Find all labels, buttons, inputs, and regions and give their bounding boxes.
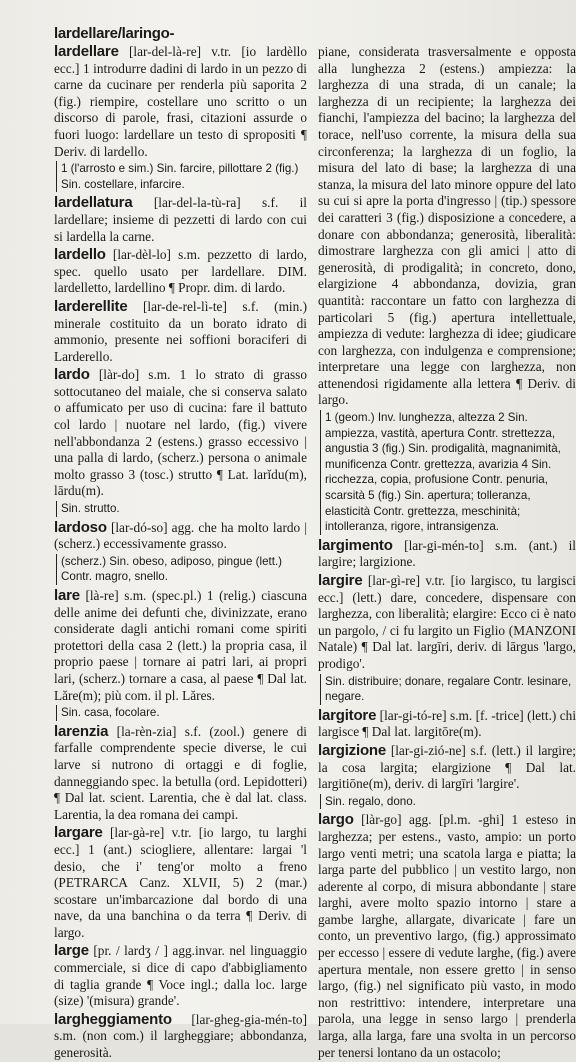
entry-definition: [lar-gheg-gia-mén-to] s.m. (non com.) il largheggiare; abbondanza, generosità.	[54, 1011, 307, 1061]
entry-text	[54, 1012, 307, 1062]
running-head: lardellare/laringo-	[54, 25, 175, 42]
entry-definition: [lar-de-rel-lì-te] s.f. (min.) minerale costituito da un borato idrato di ammonio, presente nei soffioni boraciferi di Larderello.	[54, 298, 308, 364]
dictionary-entry	[54, 943, 307, 1009]
entry-definition: [làr-do] s.m. 1 lo strato di grasso sottocutaneo del maiale, che si conserva salato o affumicato per uso di cucina: fare il battuto col lardo | nuotare nel lardo, (fig.) vivere nell'abbondanza 2 (estens.) grasso eccessivo | una palla di lardo, (scherz.) persona o animale molto grasso 3 (tosc.) strutto ¶ Lat. larĭdu(m), lārdu(m).	[54, 367, 307, 499]
dictionary-entry	[54, 299, 307, 365]
entry-text	[54, 588, 307, 704]
entry-synonyms: Sin. casa, focolare.	[56, 705, 307, 721]
entry-headword: largimento	[318, 536, 393, 554]
entry-headword: lardellare	[54, 43, 119, 60]
entry-definition: [làr-go] agg. [pl.m. -ghi] 1 esteso in larghezza; per estens., vasto, ampio: un porto largo venti metri; una scatola larga e piatta; la larga parte del pubblico | un vestito largo, non aderente al corpo, di misura abbondante | stare larghi, avere molto spazio intorno | stare a gambe larghe, allargate, divaricate | fare un conto, un preventivo largo, (fig.) approssimato per eccesso | essere di vedute larghe, (fig.) avere apertura mentale, non essere gretto | in senso largo, (fig.) nel significato più vasto, in modo non restrittivo: intendere, interpretare una parola, una legge in senso largo | prenderla larga, alla larga, fare una svolta in un percorso per tenersi lontano da un ostacolo;	[318, 812, 576, 1060]
dictionary-entry	[318, 708, 576, 741]
entry-text	[318, 708, 576, 741]
dictionary-entry	[318, 812, 576, 1061]
entry-headword: large	[54, 942, 89, 960]
dictionary-entry	[54, 825, 307, 941]
dictionary-entry	[54, 367, 307, 516]
entry-headword: lardo	[54, 366, 90, 384]
entry-headword: largire	[318, 572, 363, 589]
entry-definition: [lar-gà-re] v.tr. [io largo, tu larghi ecc.] 1 (ant.) sciogliere, allentare: largai 'l desio, che i' teng'or molto a freno (PETRARCA Canz. XLVII, 5) 2 (mar.) scostare un'imbarcazione dal bordo di una nave, da una banchina o da terra ¶ Deriv. di largo.	[54, 825, 308, 940]
dictionary-entry	[318, 44, 576, 535]
entry-text	[54, 520, 307, 553]
entry-headword: lardello	[54, 246, 106, 264]
entry-definition: [lar-gi-tó-re] s.m. [f. -trice] (lett.) chi largisce ¶ Dal lat. largitōre(m).	[318, 707, 576, 740]
entry-synonyms: Sin. distribuire; donare, regalare Contr. lesinare, negare.	[320, 674, 576, 705]
entry-headword: largo	[318, 811, 354, 829]
entry-definition: [lar-dèl-lo] s.m. pezzetto di lardo, spec. quello usato per lardellare. DIM. lardelletto, lardellino ¶ Propr. dim. di lardo.	[54, 247, 307, 296]
entry-definition: [la-rèn-zia] s.f. (zool.) genere di farfalle comprendente specie diverse, le cui larve si nutrono di ortaggi e di foglie, danneggiando spec. la betulla (ord. Lepidotteri) ¶ Dal lat. scient. Larentia, che è dal lat. class. Larentia, la dea romana dei campi.	[54, 723, 307, 822]
dictionary-entry	[318, 538, 576, 571]
entry-definition: [lar-dó-so] agg. che ha molto lardo | (scherz.) eccessivamente grasso.	[54, 519, 307, 552]
entry-text	[318, 538, 576, 571]
entry-headword: largizione	[318, 741, 387, 759]
entry-headword: larderellite	[54, 297, 128, 315]
dictionary-entry	[54, 247, 307, 297]
entry-text	[318, 812, 576, 1061]
dictionary-entry	[318, 743, 576, 809]
entry-headword: lare	[54, 587, 80, 604]
entry-headword: largheggiamento	[54, 1010, 172, 1028]
entry-headword: largitore	[318, 706, 377, 724]
entry-synonyms: (scherz.) Sin. obeso, adiposo, pingue (lett.) Contr. magro, snello.	[56, 554, 307, 585]
entry-text	[318, 573, 576, 673]
entry-text	[54, 247, 307, 297]
dictionary-entry	[318, 573, 576, 705]
entry-synonyms: Sin. strutto.	[56, 501, 307, 517]
dictionary-entry	[54, 588, 307, 721]
entry-text	[54, 195, 307, 245]
entry-definition: [lar-gi-zió-ne] s.f. (lett.) il largire; la cosa largita; elargizione ¶ Dal lat. largitiōne(m), deriv. di largīri 'largire'.	[318, 742, 576, 792]
entry-definition: [lar-gi-mén-to] s.m. (ant.) il largire; largizione.	[318, 537, 576, 570]
entry-definition: [lar-del-là-re] v.tr. [io lardèllo ecc.] 1 introdurre dadini di lardo in un pezzo di carne da cucinare per renderla più saporita 2 (fig.) riempire, costellare uno scritto o un discorso di parole, frasi, citazioni assurde o fuori luogo: lardellare un testo di spropositi ¶ Deriv. di lardello.	[54, 44, 307, 159]
entry-text	[318, 44, 576, 409]
entry-text	[54, 44, 307, 160]
entry-definition: [lar-del-la-tù-ra] s.f. il lardellare; insieme di pezzetti di lardo con cui si lardella la carne.	[54, 195, 307, 244]
dictionary-entry	[54, 195, 307, 245]
entry-synonyms: 1 (geom.) Inv. lunghezza, altezza 2 Sin. ampiezza, vastità, apertura Contr. strettezza, angustia 3 (fig.) Sin. prodigalità, magnanimità, munificenza Contr. grettezza, avarizia 4 Sin. ricchezza, copia, profusione Contr. penuria, scarsità 5 (fig.) Sin. apertura; tolleranza, elasticità Contr. grettezza, meschinità; intolleranza, rigore, intransigenza.	[320, 410, 576, 535]
entry-text	[54, 724, 307, 824]
entry-headword: largare	[54, 824, 103, 842]
entry-synonyms: Sin. regalo, dono.	[320, 794, 576, 810]
entry-definition: [là-re] s.m. (spec.pl.) 1 (relig.) ciascuna delle anime dei defunti che, divinizzate, erano considerate dagli antichi romani come spiriti protettori della casa 2 (lett.) la propria casa, il proprio paese | tornare ai patri lari, ai propri lari, (scherz.) tornare a casa, al paese ¶ Dal lat. Lăre(m); più com. il pl. Lăres.	[54, 588, 307, 703]
left-column	[54, 43, 308, 1061]
dictionary-entry	[54, 520, 307, 585]
dictionary-entry	[54, 44, 307, 192]
entry-text	[54, 943, 307, 1009]
entry-definition: [lar-gì-re] v.tr. [io largisco, tu largisci ecc.] (lett.) dare, concedere, dispensare con larghezza, con liberalità; elargire: Ecco ci è nato un pargolo, / ci fu largito un Figlio (MANZONI Natale) ¶ Dal lat. largīri, deriv. di lārgus 'largo, prodigo'.	[318, 573, 576, 671]
dictionary-entry	[54, 1012, 307, 1062]
entry-definition: piane, considerata trasversalmente e opposta alla lunghezza 2 (estens.) ampiezza: la larghezza di una strada, di un canale; la larghezza di un recipiente; la larghezza dei fianchi, l'ampiezza del bacino; la larghezza del torace, nell'uso corrente, la misura della sua circonferenza; la larghezza di un foglio, la misura del lato di base; la larghezza di una stanza, la misura del lato minore oppure del lato su cui si apre la porta d'ingresso | (tip.) spessore dei caratteri 3 (fig.) disposizione a concedere, a donare con abbondanza; generosità, liberalità: dimostrare larghezza con gli amici | atto di generosità, di prodigalità; in concreto, dono, elargizione 4 abbondanza, dovizia, gran quantità: raccontare un fatto con larghezza di particolari 5 (fig.) apertura intellettuale, ampiezza di vedute: larghezza di idee; giudicare con larghezza, con indulgenza e comprensione; interpretare una legge con larghezza, non attenendosi rigidamente alla lettera ¶ Deriv. di largo.	[318, 44, 576, 408]
entry-text	[318, 743, 576, 793]
right-column	[318, 44, 576, 1060]
entry-headword: larenzia	[54, 722, 109, 740]
entry-text	[54, 825, 307, 941]
entry-text	[54, 299, 307, 365]
dictionary-entry	[54, 724, 307, 824]
entry-headword: lardellatura	[54, 194, 133, 212]
entry-definition: [pr. / lardʒ / ] agg.invar. nel linguaggio commerciale, si dice di capo d'abbigliamento di taglia grande ¶ Voce ingl.; dalla loc. large (size) '(misura) grande'.	[54, 943, 307, 1009]
entry-text	[54, 367, 307, 500]
entry-headword: lardoso	[54, 518, 107, 536]
entry-synonyms: 1 (l'arrosto e sim.) Sin. farcire, pillottare 2 (fig.) Sin. costellare, infarcire.	[56, 161, 307, 192]
